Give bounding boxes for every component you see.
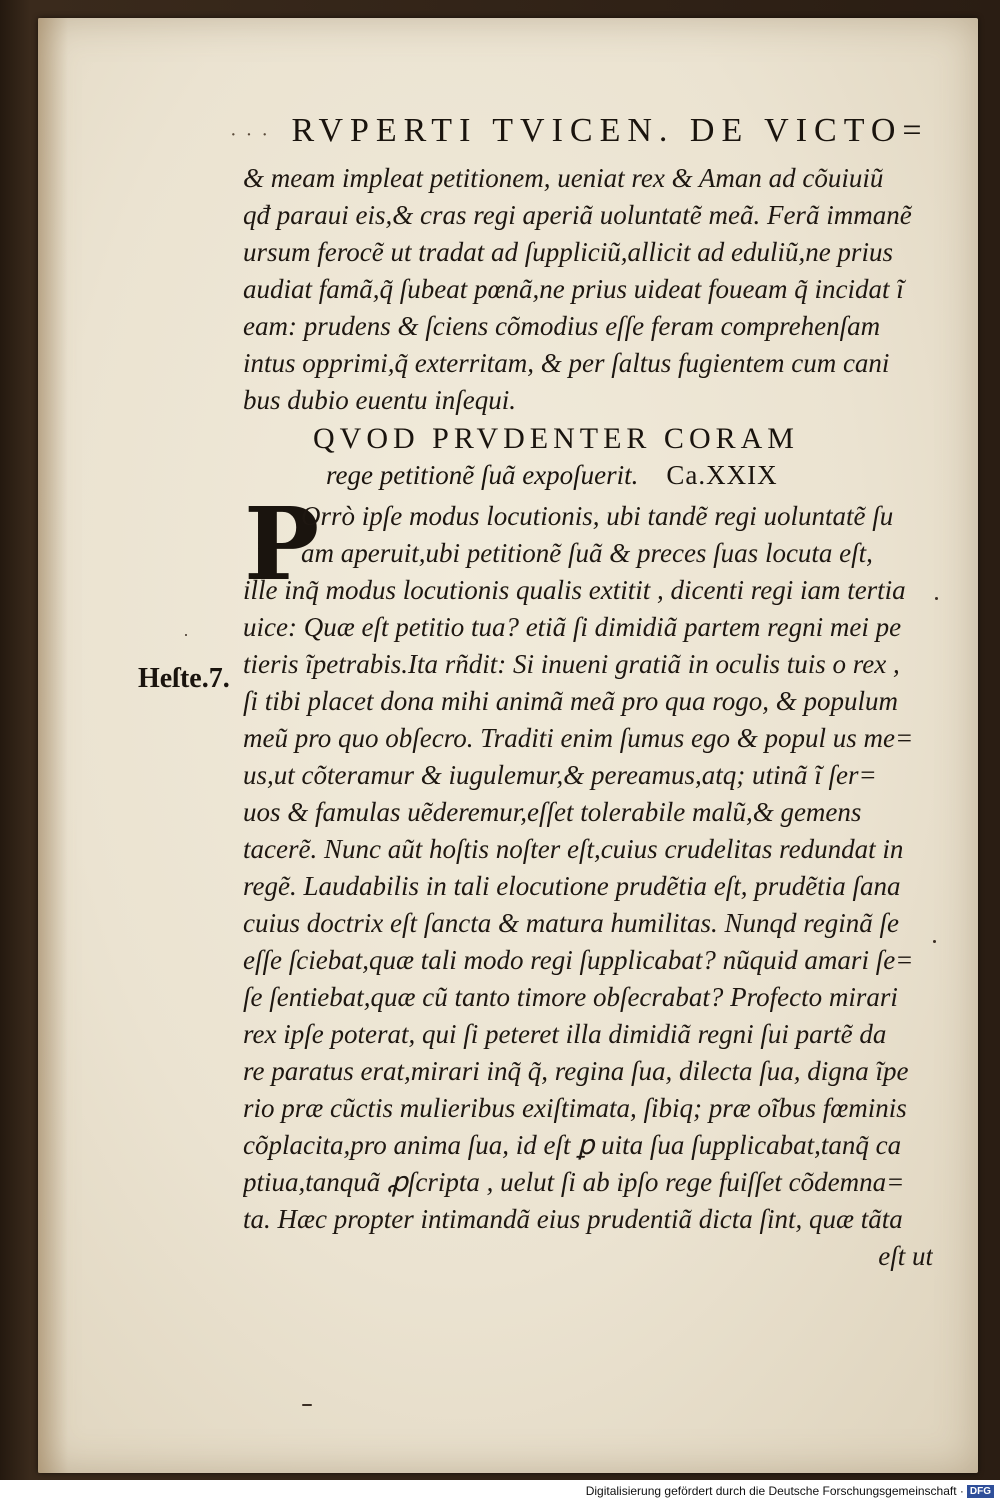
text-line: uos & famulas uẽderemur,eſſet tolerabile malũ,& gemens — [243, 797, 862, 827]
running-head-dots: · · · — [230, 124, 270, 146]
chapter-subheading-text: rege petitionẽ ſuã expoſuerit. — [326, 460, 639, 490]
text-block-lower — [243, 498, 933, 1275]
text-line: uice: Quæ eſt petitio tua? etiã ſi dimidiã partem regni mei pe — [243, 612, 902, 642]
text-line: ursum ferocẽ ut tradat ad ſuppliciũ,allicit ad eduliũ,ne prius — [243, 237, 893, 267]
catchword: eſt ut — [878, 1241, 933, 1271]
text-line: eam: prudens & ſciens cõmodius eſſe feram comprehenſam — [243, 311, 881, 341]
text-line: ille inq̃ modus locutionis qualis extitit , dicenti regi iam tertia — [243, 575, 906, 605]
text-block-upper — [243, 160, 933, 419]
marginal-note: Heſte.7. — [138, 663, 230, 694]
paper-speck — [933, 940, 936, 943]
text-line: cõplacita,pro anima ſua, id eſt ꝑ uita ſua ſupplicabat,tanq̃ ca — [243, 1130, 902, 1160]
drop-cap-initial: P — [244, 485, 320, 603]
chapter-subheading — [326, 460, 926, 491]
text-line: bus dubio euentu inſequi. — [243, 385, 516, 415]
chapter-heading: QVOD PRVDENTER CORAM — [313, 422, 799, 455]
chapter-number: Ca.XXIX — [666, 460, 778, 490]
paper-speck — [935, 597, 938, 600]
text-line: re paratus erat,mirari inq̃ q̃, regina ſua, dilecta ſua, digna ĩpe — [243, 1056, 909, 1086]
text-line: regẽ. Laudabilis in tali elocutione prudẽtia eſt, prudẽtia ſana — [243, 871, 901, 901]
text-line: rio præ cũctis mulieribus exiſtimata, ſibiq; præ oĩbus fœminis — [243, 1093, 907, 1123]
dfg-logo: DFG — [967, 1485, 994, 1498]
text-line: ſi tibi placet dona mihi animã meã pro qua rogo, & populum — [243, 686, 898, 716]
text-line: tieris ĩpetrabis.Ita rñdit: Si inueni gratiã in oculis tuis o rex , — [243, 649, 900, 679]
text-line: intus opprimi,q̃ exterritam, & per ſaltus fugientem cum cani — [243, 348, 890, 378]
text-line: tacerẽ. Nunc aũt hoſtis noſter eſt,cuius crudelitas redundat in — [243, 834, 904, 864]
text-line: meũ pro quo obſecro. Traditi enim ſumus ego & popul us me= — [243, 723, 914, 753]
text-line: qđ paraui eis,& cras regi aperiã uoluntatẽ meã. Ferã immanẽ — [243, 200, 912, 230]
running-head-text: RVPERTI TVICEN. DE VICTO= — [291, 112, 929, 149]
running-head — [230, 112, 930, 150]
digitization-credit — [586, 1484, 994, 1498]
text-line: ſe ſentiebat,quæ cũ tanto timore obſecrabat? Profecto mirari — [243, 982, 898, 1012]
paper-speck — [302, 1404, 312, 1406]
paper-speck — [185, 634, 187, 636]
text-line: eſſe ſciebat,quæ tali modo regi ſupplicabat? nũquid amari ſe= — [243, 945, 914, 975]
text-line: ta. Hæc propter intimandã eius prudentiã dicta ſint, quæ tãta — [243, 1204, 903, 1234]
text-line: & meam impleat petitionem, ueniat rex & Aman ad cõuiuiũ — [243, 163, 884, 193]
text-line: am aperuit,ubi petitionẽ ſuã & preces ſuas locuta eſt, — [301, 538, 873, 568]
text-line: audiat famã,q̃ ſubeat pœnã,ne prius uideat foueam q̃ incidat ĩ — [243, 274, 904, 304]
credit-text: Digitalisierung gefördert durch die Deutsche Forschungsgemeinschaft · — [585, 1484, 964, 1498]
text-line: cuius doctrix eſt ſancta & matura humilitas. Nunqd reginã ſe — [243, 908, 899, 938]
text-line: Orrò ipſe modus locutionis, ubi tandẽ regi uoluntatẽ ſu — [301, 501, 894, 531]
text-line: us,ut cõteramur & iugulemur,& pereamus,atq; utinã ĩ ſer= — [243, 760, 877, 790]
text-line: ptiua,tanquã ꝓſcripta , uelut ſi ab ipſo rege fuiſſet cõdemna= — [243, 1167, 905, 1197]
text-line: rex ipſe poterat, qui ſi peteret illa dimidiã regni ſui partẽ da — [243, 1019, 887, 1049]
